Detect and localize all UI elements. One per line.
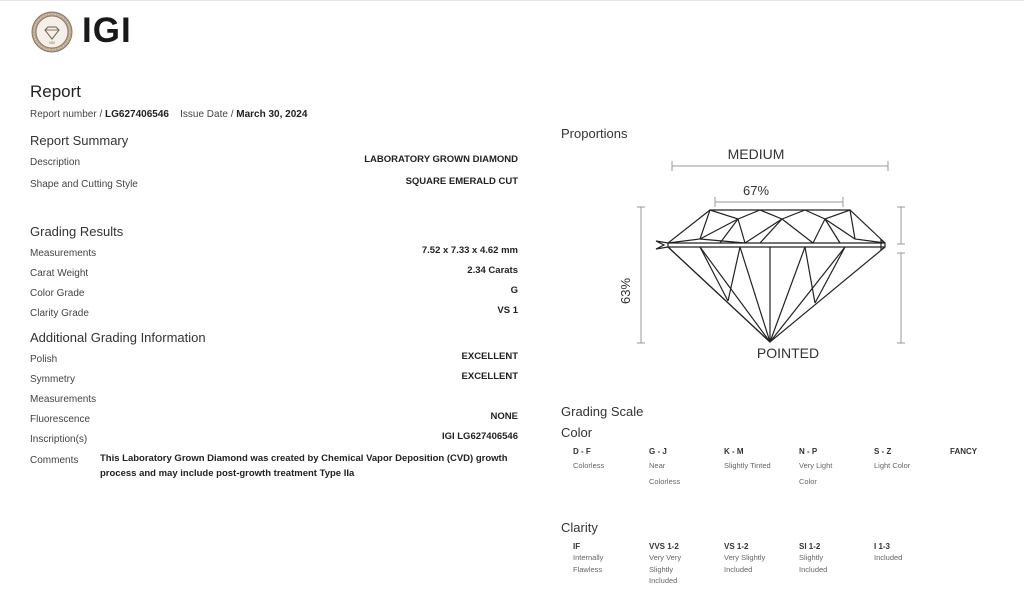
brand-name: IGI <box>82 11 132 50</box>
clarity-scale-heading: Clarity <box>561 520 598 535</box>
comments-label: Comments <box>30 455 79 466</box>
color-scale-desc: Slightly Tinted <box>724 461 771 470</box>
report-number-label: Report number / <box>30 109 103 120</box>
color-grade-label: Color Grade <box>30 288 85 299</box>
color-scale-desc: Light Color <box>874 461 911 470</box>
clarity-scale-item <box>649 542 689 587</box>
clarity-scale-item <box>573 542 613 575</box>
girdle-label: MEDIUM <box>727 146 785 162</box>
report-heading: Report <box>30 82 82 101</box>
color-scale-grade: FANCY <box>950 447 978 456</box>
diamond-outline <box>656 210 885 342</box>
measurements-label: Measurements <box>30 248 97 259</box>
color-scale-grade: D - F <box>573 447 591 456</box>
symmetry-label: Symmetry <box>30 374 75 385</box>
color-scale-item <box>950 447 977 456</box>
igi-seal-logo <box>31 11 73 53</box>
clarity-scale-item <box>874 542 940 564</box>
clarity-scale-item <box>724 542 772 575</box>
issue-date: March 30, 2024 <box>236 109 308 120</box>
clarity-scale-grade: VVS 1-2 <box>649 542 679 551</box>
clarity-scale-desc: Slightly Included <box>799 553 828 574</box>
report-summary-heading: Report Summary <box>30 133 129 148</box>
color-scale-heading: Color <box>561 425 593 440</box>
color-grade-value: G <box>510 285 518 296</box>
color-scale-item <box>724 447 790 474</box>
clarity-scale-item <box>799 542 837 575</box>
clarity-scale-desc: Included <box>874 553 903 562</box>
clarity-grade-value: VS 1 <box>497 305 518 316</box>
polish-value: EXCELLENT <box>461 351 518 362</box>
color-scale-item <box>573 447 639 474</box>
color-scale-item <box>799 447 843 489</box>
diamond-proportions-diagram <box>600 141 920 371</box>
additional-measurements-label: Measurements <box>30 394 97 405</box>
inscription-label: Inscription(s) <box>30 434 88 445</box>
color-scale-desc: Near Colorless <box>649 461 681 486</box>
clarity-grade-label: Clarity Grade <box>30 308 89 319</box>
color-scale-item <box>649 447 689 489</box>
carat-weight-value: 2.34 Carats <box>467 265 518 276</box>
color-scale-grade: K - M <box>724 447 744 456</box>
culet-label: POINTED <box>756 345 820 361</box>
color-scale-desc: Very Light Color <box>799 461 833 486</box>
clarity-scale-grade: SI 1-2 <box>799 542 821 551</box>
description-value: LABORATORY GROWN DIAMOND <box>364 154 518 165</box>
grading-scale-heading: Grading Scale <box>561 404 644 419</box>
comments-text: This Laboratory Grown Diamond was created by Chemical Vapor Deposition (CVD) growth process and may include post-growth treatment Type IIa <box>100 453 508 479</box>
report-number: LG627406546 <box>105 109 169 120</box>
clarity-scale-desc: Very Slightly Included <box>724 553 766 574</box>
clarity-scale-grade: IF <box>573 542 581 551</box>
fluorescence-label: Fluorescence <box>30 414 91 425</box>
shape-label: Shape and Cutting Style <box>30 179 138 190</box>
fluorescence-value: NONE <box>490 411 518 422</box>
color-scale-item <box>874 447 940 474</box>
seal-text: IGI <box>49 40 55 45</box>
symmetry-value: EXCELLENT <box>461 371 518 382</box>
additional-info-heading: Additional Grading Information <box>30 330 206 345</box>
clarity-scale-desc: Internally Flawless <box>573 553 604 574</box>
color-scale-grade: S - Z <box>874 447 892 456</box>
color-scale-grade: G - J <box>649 447 667 456</box>
color-scale-desc: Colorless <box>573 461 605 470</box>
shape-value: SQUARE EMERALD CUT <box>405 176 518 187</box>
proportions-heading: Proportions <box>561 126 628 141</box>
clarity-scale-grade: VS 1-2 <box>724 542 749 551</box>
table-percentage: 67% <box>742 183 770 198</box>
color-scale-grade: N - P <box>799 447 818 456</box>
depth-percentage: 63% <box>618 277 633 305</box>
inscription-value: IGI LG627406546 <box>441 431 518 442</box>
report-meta <box>30 109 307 120</box>
polish-label: Polish <box>30 354 58 365</box>
carat-weight-label: Carat Weight <box>30 268 89 279</box>
description-label: Description <box>30 157 81 168</box>
measurements-value: 7.52 x 7.33 x 4.62 mm <box>421 245 518 256</box>
grading-results-heading: Grading Results <box>30 224 124 239</box>
clarity-scale-grade: I 1-3 <box>874 542 891 551</box>
clarity-scale-desc: Very Very Slightly Included <box>649 553 682 585</box>
issue-date-label: Issue Date / <box>180 109 234 120</box>
